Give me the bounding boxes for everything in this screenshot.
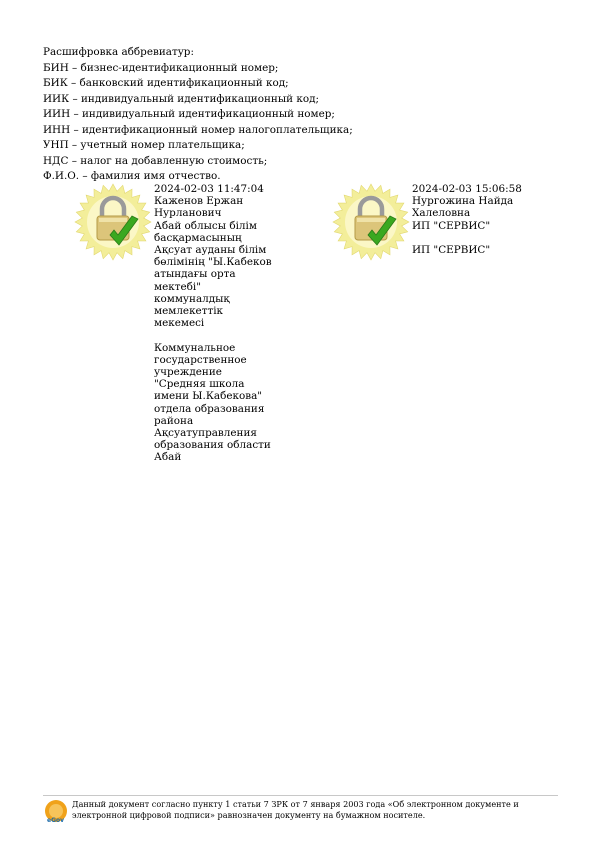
signature-timestamp: 2024-02-03 15:06:58 — [412, 183, 522, 195]
abbreviation-item: ИИК – индивидуальный идентификационный код; — [43, 92, 319, 105]
abbreviation-item: БИК – банковский идентификационный код; — [43, 77, 289, 89]
abbreviations-section — [43, 45, 353, 185]
signature-text-2 — [412, 183, 540, 256]
footer-legal-text: Данный документ согласно пункту 1 статьи 7 ЗРК от 7 января 2003 года «Об электронном документе и электронной цифровой подписи» равнозначен документу на бумажном носителе. — [72, 799, 519, 821]
padlock-check-seal-icon — [332, 183, 410, 261]
abbreviation-item: Ф.И.О. – фамилия имя отчество. — [43, 170, 221, 182]
abbreviation-item: УНП – учетный номер плательщика; — [43, 139, 245, 151]
signature-timestamp: 2024-02-03 11:47:04 — [154, 183, 264, 195]
signature-details: Каженов Ержан Нурланович Абай облысы білім басқармасының Ақсуат ауданы білім бөлімінің "Ы.Кабеков атындағы орта мектебі" коммуналдық мемлекеттік мекемесі Коммунальное государственное учреждение "Средняя школа имени Ы.Кабекова" отдела образования района Ақсуатуправления образования области Абай — [154, 195, 272, 464]
padlock-check-seal-icon — [74, 183, 152, 261]
signature-text-1 — [154, 183, 282, 464]
abbreviation-item: НДС – налог на добавленную стоимость; — [43, 154, 268, 167]
egov-logo-icon — [43, 798, 69, 824]
egov-logo-text: eGov — [47, 817, 65, 824]
footer-divider — [43, 795, 558, 796]
abbreviation-item: БИН – бизнес-идентификационный номер; — [43, 61, 279, 74]
abbreviation-item: ИИН – индивидуальный идентификационный номер; — [43, 108, 335, 120]
signature-details: Нургожина Найда Халеловна ИП "СЕРВИС" ИП "СЕРВИС" — [412, 195, 514, 257]
abbreviations-heading: Расшифровка аббревиатур: — [43, 46, 194, 58]
abbreviation-item: ИНН – идентификационный номер налогоплательщика; — [43, 123, 353, 136]
